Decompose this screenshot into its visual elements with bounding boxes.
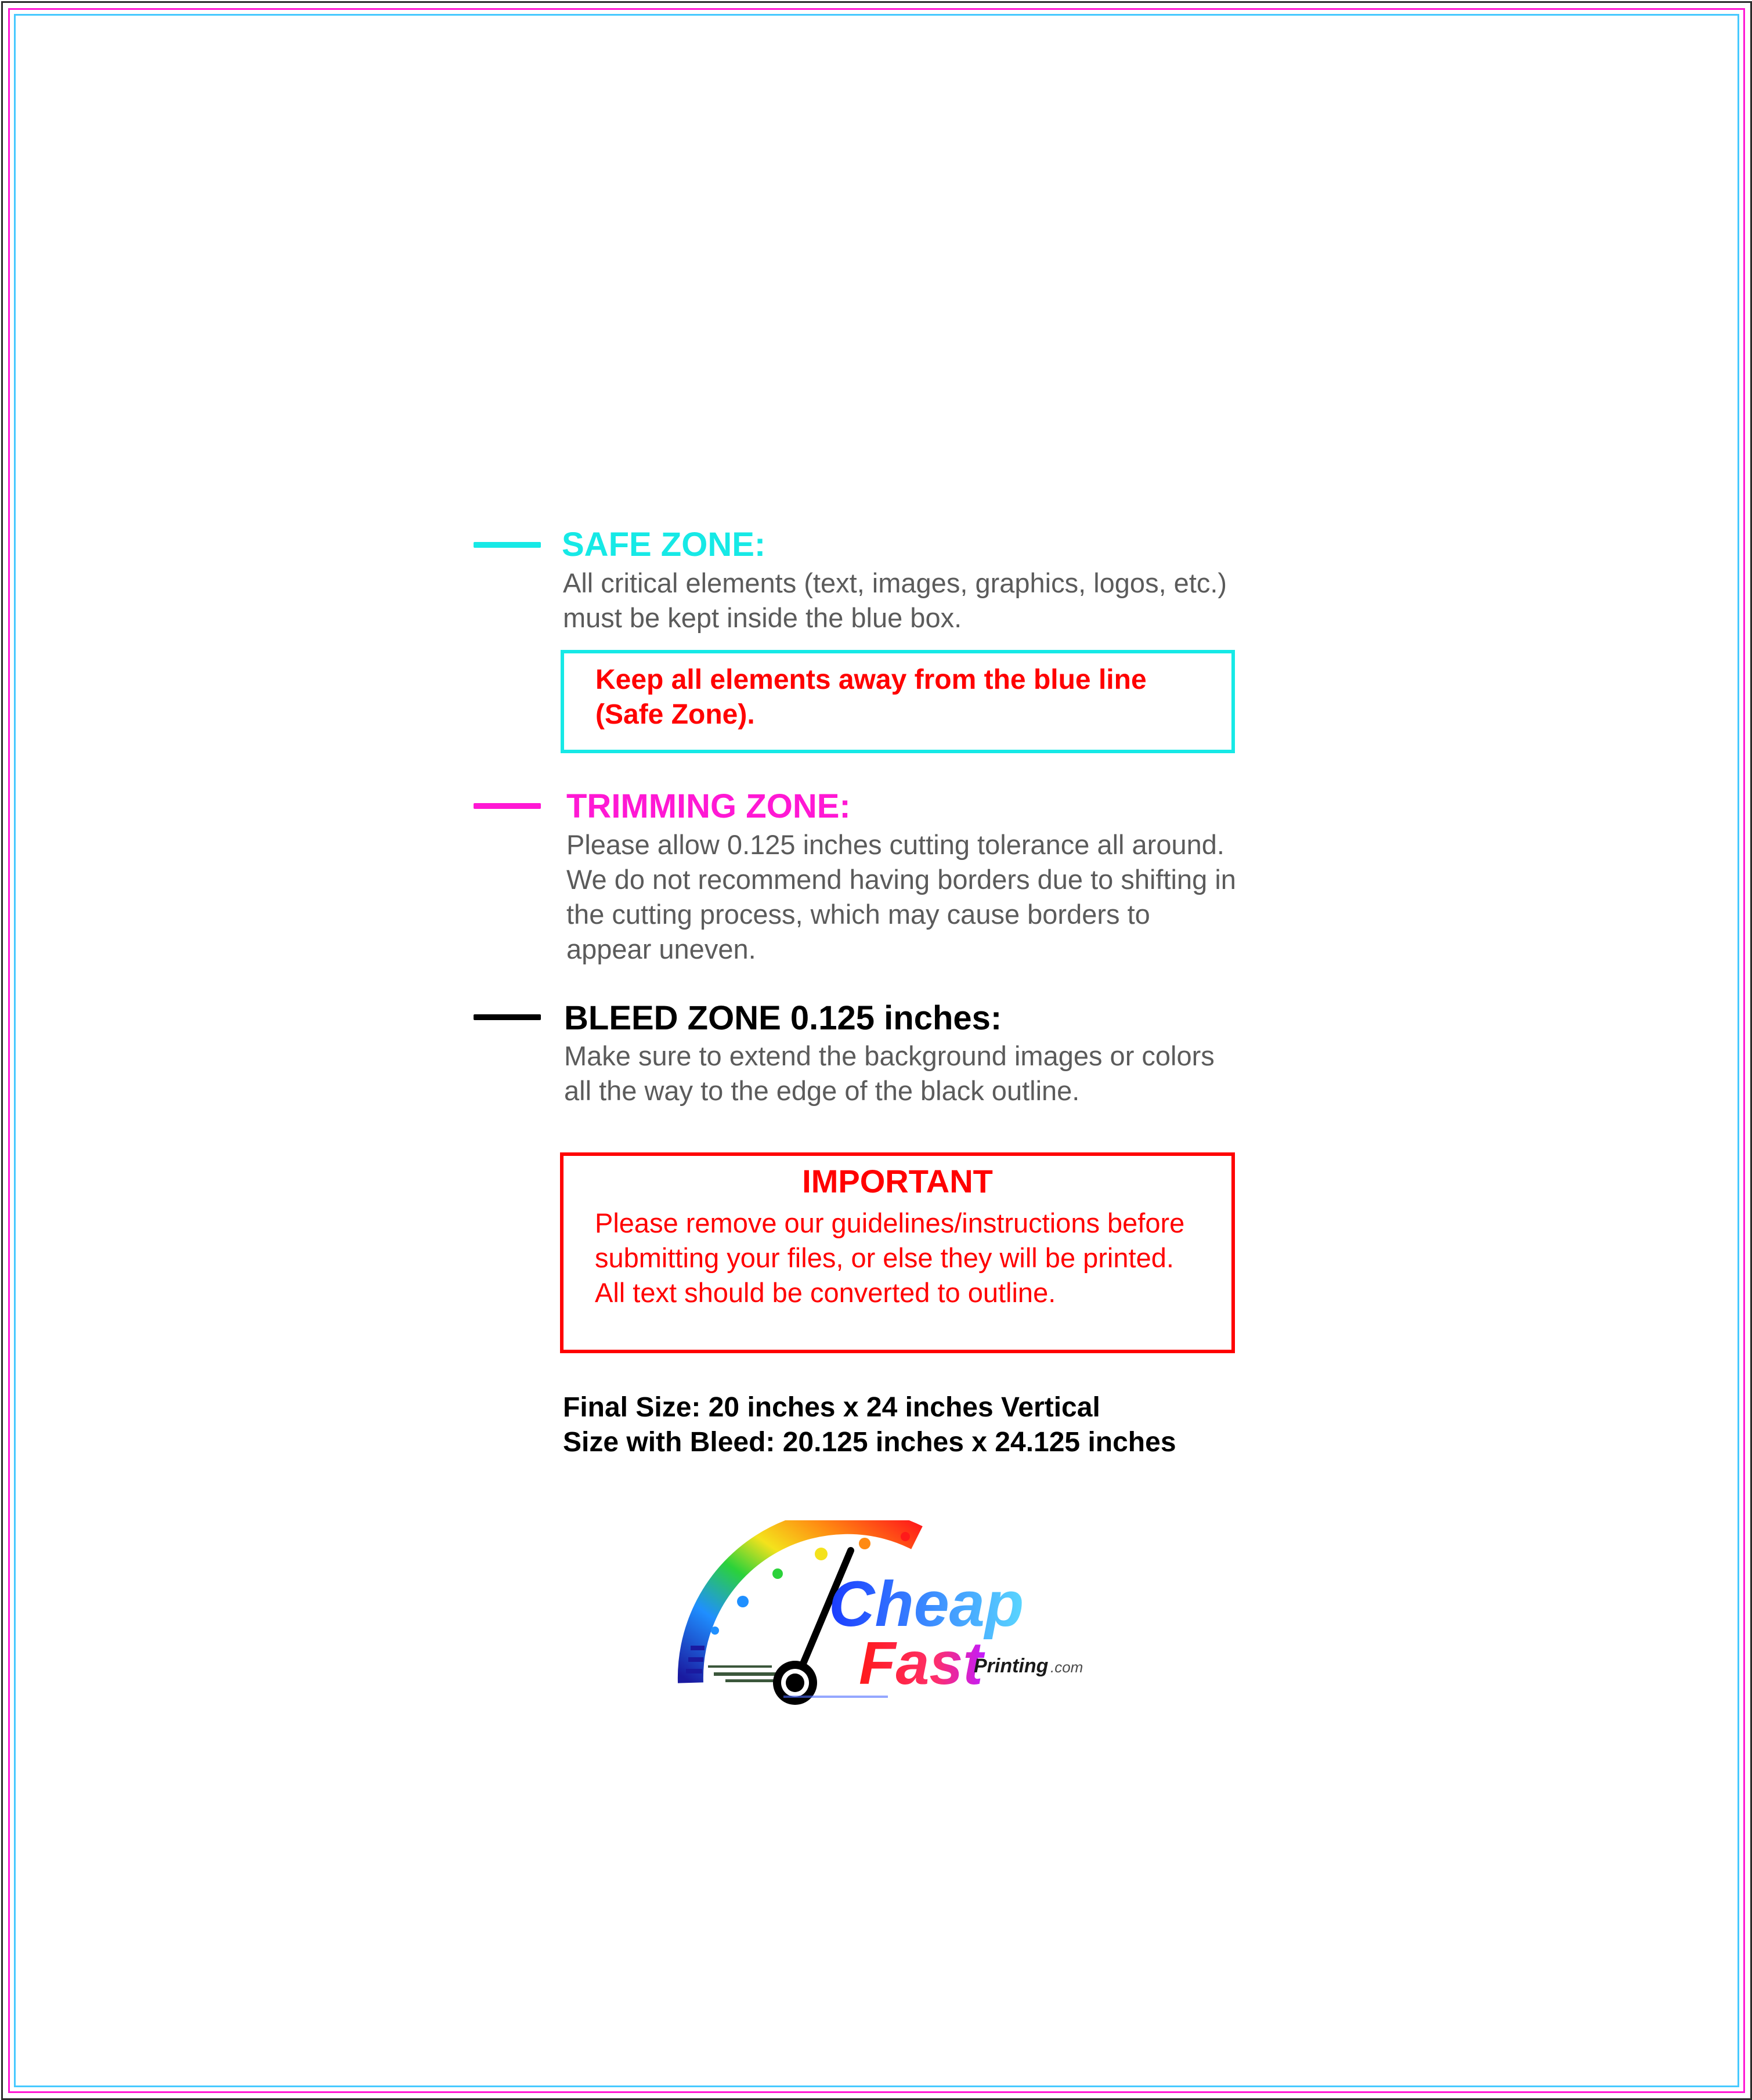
logo-word-fast: Fast: [859, 1630, 983, 1697]
safe-zone-marker: [474, 542, 541, 548]
trimming-zone-line-4: appear uneven.: [566, 934, 756, 964]
important-box: [560, 1152, 1235, 1353]
cheapfastprinting-logo: [673, 1520, 1091, 1706]
safe-zone-line-2: must be kept inside the blue box.: [563, 602, 962, 633]
size-with-bleed-line: Size with Bleed: 20.125 inches x 24.125 inches: [563, 1427, 1176, 1458]
bleed-zone-title: BLEED ZONE 0.125 inches:: [564, 999, 1002, 1037]
bleed-zone-marker: [474, 1014, 541, 1020]
trimming-zone-title: TRIMMING ZONE:: [566, 787, 851, 825]
final-size-line: Final Size: 20 inches x 24 inches Vertical: [563, 1392, 1100, 1423]
trimming-zone-marker: [474, 803, 541, 809]
important-line-3: All text should be converted to outline.: [595, 1277, 1056, 1308]
trimming-zone-line-1: Please allow 0.125 inches cutting tolerance all around.: [566, 829, 1224, 860]
trimming-zone-line-3: the cutting process, which may cause borders to: [566, 899, 1150, 930]
important-line-1: Please remove our guidelines/instructions before: [595, 1208, 1185, 1238]
safe-zone-line-1: All critical elements (text, images, graphics, logos, etc.): [563, 568, 1227, 598]
important-line-2: submitting your files, or else they will be printed.: [595, 1242, 1174, 1273]
safe-box-line-1: Keep all elements away from the blue line: [595, 664, 1147, 695]
safe-box-line-2: (Safe Zone).: [595, 699, 755, 730]
logo-word-cheap: Cheap: [829, 1568, 1024, 1640]
bleed-zone-line-1: Make sure to extend the background images or colors: [564, 1040, 1215, 1071]
logo-word-com: .com: [1050, 1658, 1083, 1676]
important-title: IMPORTANT: [802, 1163, 993, 1199]
safe-zone-title: SAFE ZONE:: [562, 526, 766, 563]
safe-zone-box: [561, 650, 1235, 753]
bleed-zone-line-2: all the way to the edge of the black outline.: [564, 1075, 1080, 1106]
logo-word-printing: Printing: [974, 1655, 1049, 1677]
trimming-zone-line-2: We do not recommend having borders due to shifting in: [566, 864, 1236, 895]
speedometer-logo-icon: [673, 1520, 1091, 1706]
